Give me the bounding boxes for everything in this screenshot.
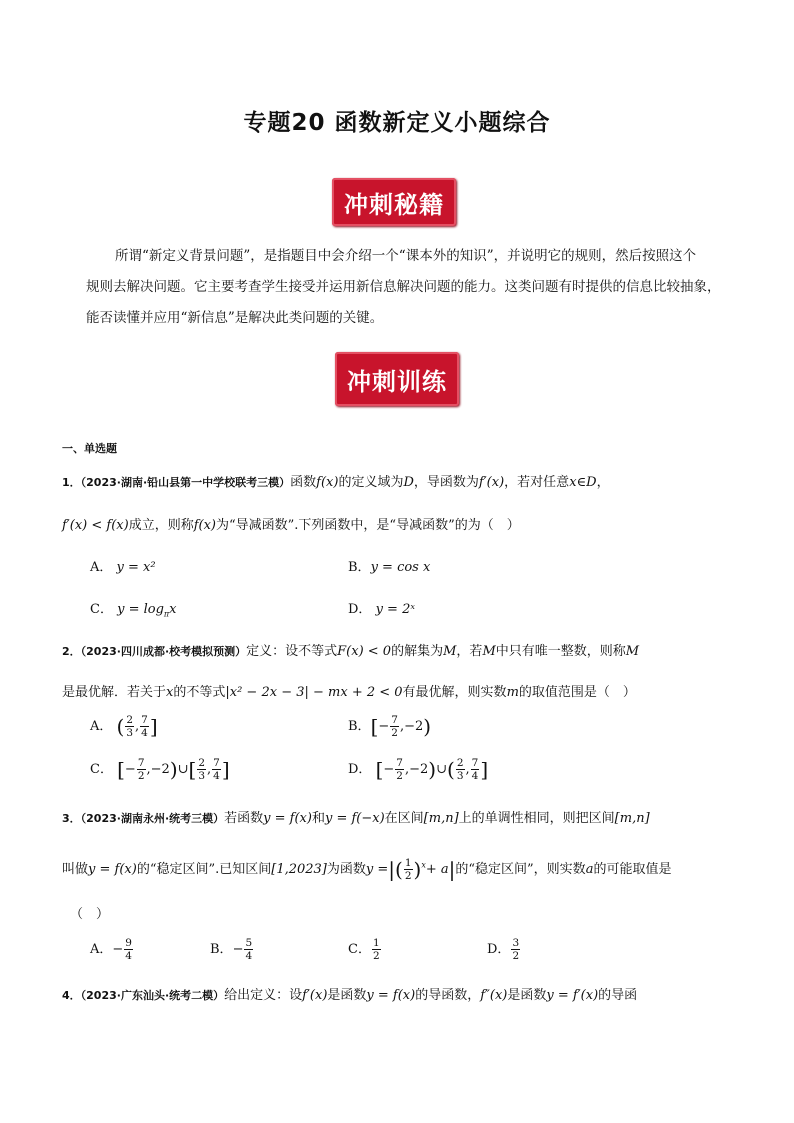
question-source: （2023·四川成都·校考模拟预测）: [80, 645, 247, 658]
text: 的取值范围是（ ）: [518, 685, 636, 700]
text: 和: [311, 811, 325, 826]
question-number: 3．: [62, 812, 81, 825]
option-b: B．[− $\frac{7}{2}$ ,−2): [348, 714, 432, 739]
text: 为“导减函数”.下列函数中，是“导减函数”的为（ ）: [216, 518, 520, 533]
question-3-line-2: 叫做y = f(x)的“稳定区间”.已知区间[1,2023]为函数y =|( $\frac{1}{2}$ )$^x$+ a|的“稳定区间”，则实数a的可能取值是: [62, 857, 672, 882]
fraction: $\frac{7}{2}$: [396, 757, 403, 782]
option-label: B．: [348, 560, 371, 575]
fraction: $\frac{9}{4}$: [125, 937, 132, 962]
text: 的不等式: [173, 685, 226, 700]
intro-line: 规则去解决问题。它主要考查学生接受并运用新信息解决问题的能力。这类问题有时提供的信息比较抽象，: [86, 279, 721, 295]
text: 有最优解，则实数: [402, 685, 507, 700]
math: y = x²: [116, 560, 156, 575]
math: [m,n]: [423, 811, 459, 826]
math: [1,2023]: [271, 862, 327, 877]
math: m: [506, 685, 519, 700]
math: π: [163, 609, 170, 619]
fraction: $\frac{7}{2}$: [391, 714, 398, 739]
question-2-line-2: [62, 681, 636, 700]
text: 是函数: [327, 988, 367, 1003]
math: y = log: [117, 602, 164, 617]
fraction: $\frac{7}{4}$: [213, 757, 220, 782]
math: f″(x): [480, 988, 508, 1003]
text: ，导函数为: [413, 475, 479, 490]
option-label: D．: [487, 942, 511, 957]
option-d: [487, 937, 521, 962]
option-a: [90, 556, 156, 575]
math: M: [443, 644, 457, 659]
math: F(x) < 0: [337, 644, 392, 659]
intro-line: 所谓“新定义背景问题”，是指题目中会介绍一个“课本外的知识”，并说明它的规则，然后按照这个: [115, 248, 697, 264]
intro-line: 能否读懂并应用“新信息”是解决此类问题的关键。: [86, 310, 384, 326]
text: ，: [596, 475, 610, 490]
text: 若函数: [224, 811, 264, 826]
page-title: 专题20 函数新定义小题综合: [243, 110, 551, 136]
option-b: [348, 556, 430, 575]
fraction: $\frac{2}{3}$: [126, 714, 134, 739]
question-2-line-1: [62, 640, 639, 659]
math: x: [169, 602, 177, 617]
option-label: C．: [348, 942, 371, 957]
option-label: A．: [90, 942, 113, 957]
text: 的导函数，: [415, 988, 481, 1003]
math: y = 2ˣ: [375, 602, 415, 617]
math: [m,n]: [614, 811, 650, 826]
text: 上的单调性相同，则把区间: [458, 811, 615, 826]
math: f(x): [316, 475, 339, 490]
option-label: B．: [348, 719, 371, 734]
fraction: $\frac{5}{4}$: [245, 937, 253, 962]
option-b: B．− $\frac{5}{4}$: [210, 937, 253, 962]
question-source: （2023·湖南·铅山县第一中学校联考三模）: [80, 476, 291, 489]
text: 成立，则称: [128, 518, 194, 533]
math: D: [403, 475, 414, 490]
fraction: $\frac{1}{2}$: [404, 857, 412, 882]
option-d: [348, 598, 415, 617]
question-1-line-2: [62, 514, 520, 533]
option-label: D．: [348, 762, 372, 777]
question-source: （2023·广东汕头·统考二模）: [80, 989, 225, 1002]
math: y =: [365, 862, 389, 877]
text: 的“稳定区间”.已知区间: [136, 862, 272, 877]
text: 叫做: [62, 862, 89, 877]
math: M: [625, 644, 640, 659]
text: 的可能取值是: [593, 862, 672, 877]
math: y = f(−x): [324, 811, 385, 826]
option-d: D． [− $\frac{7}{2}$ ,−2)∪( $\frac{2}{3}$ , $\frac{7}{4}$ ]: [348, 757, 489, 782]
fraction: $\frac{2}{3}$: [456, 757, 464, 782]
math: + a: [425, 862, 449, 877]
text: 定义：设不等式: [246, 644, 338, 659]
question-number: 4．: [62, 989, 81, 1002]
option-label: C．: [90, 762, 113, 777]
math: x: [166, 685, 174, 700]
question-1-line-1: [62, 471, 610, 490]
text: 的定义域为: [338, 475, 404, 490]
option-label: A．: [90, 560, 113, 575]
text: 在区间: [384, 811, 424, 826]
text: 函数: [290, 475, 317, 490]
text: 是最优解．若关于: [62, 685, 167, 700]
question-number: 2．: [62, 645, 81, 658]
option-a: A． ( $\frac{2}{3}$ , $\frac{7}{4}$ ]: [90, 714, 158, 739]
fraction: $\frac{7}{4}$: [141, 714, 148, 739]
section-heading: 一、单选题: [62, 442, 117, 455]
text: 的解集为: [391, 644, 444, 659]
option-label: C．: [90, 602, 113, 617]
option-label: B．: [210, 942, 233, 957]
fraction: $\frac{2}{3}$: [198, 757, 206, 782]
math: y = f(x): [88, 862, 137, 877]
text: 给出定义：设: [224, 988, 303, 1003]
math: y = f(x): [263, 811, 312, 826]
question-4-line-1: [62, 984, 637, 1003]
text: 的“稳定区间”，则实数: [455, 862, 586, 877]
question-3-paren: （ ）: [70, 907, 110, 922]
option-label: A．: [90, 719, 113, 734]
math: f′(x): [302, 988, 328, 1003]
math: a: [585, 862, 594, 877]
banner-tips: 冲刺秘籍: [332, 178, 456, 226]
option-a: A．− $\frac{9}{4}$: [90, 937, 132, 962]
banner-practice: 冲刺训练: [335, 352, 459, 406]
text: 是函数: [507, 988, 547, 1003]
option-c: [90, 598, 177, 619]
text: 为函数: [326, 862, 366, 877]
text: 中只有唯一整数，则称: [495, 644, 626, 659]
math: x: [421, 860, 426, 870]
math: |x² − 2x − 3| − mx + 2 < 0: [225, 685, 403, 700]
text: 的导函: [598, 988, 638, 1003]
fraction: $\frac{7}{4}$: [471, 757, 479, 782]
math: f′(x) < f(x): [62, 518, 129, 533]
fraction: $\frac{3}{2}$: [512, 937, 520, 962]
fraction: $\frac{7}{2}$: [137, 757, 145, 782]
math: y = cos x: [370, 560, 431, 575]
question-source: （2023·湖南永州·统考三模）: [80, 812, 225, 825]
text: ，若: [456, 644, 483, 659]
option-c: [348, 937, 382, 962]
math: f(x): [193, 518, 216, 533]
text: ，若对任意: [504, 475, 570, 490]
math: y = f(x): [366, 988, 416, 1003]
fraction: $\frac{1}{2}$: [372, 937, 380, 962]
intro-paragraph: [88, 241, 728, 334]
question-3-line-1: [62, 807, 650, 826]
option-label: D．: [348, 602, 372, 617]
option-c: C． [− $\frac{7}{2}$ ,−2)∪[ $\frac{2}{3}$ , $\frac{7}{4}$ ]: [90, 757, 230, 782]
math: M: [482, 644, 496, 659]
math: f′(x): [478, 475, 505, 490]
question-number: 1．: [62, 476, 81, 489]
math: x∈D: [569, 475, 597, 490]
math: y = f′(x): [546, 988, 599, 1003]
